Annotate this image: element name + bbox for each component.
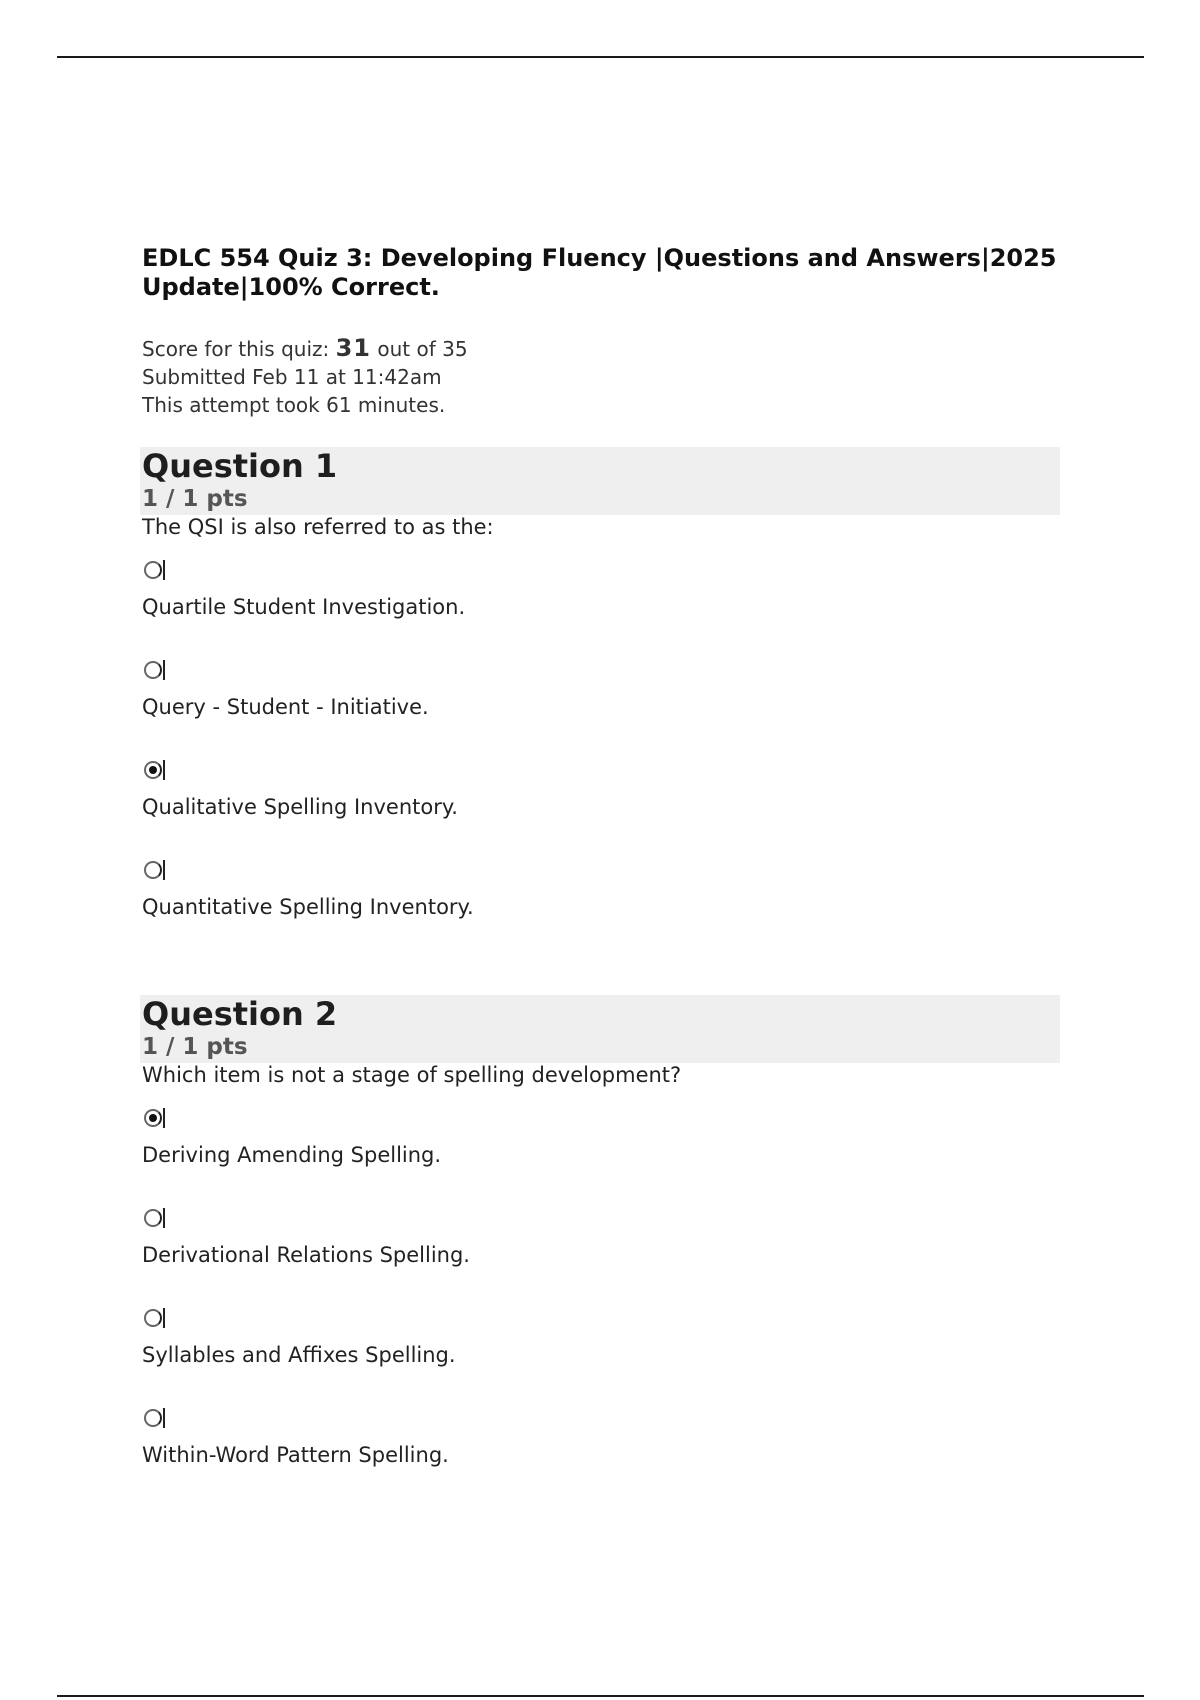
score-line <box>142 334 1062 363</box>
question-2 <box>142 995 1062 1489</box>
question-points: 1 / 1 pts <box>142 1034 248 1060</box>
quiz-meta <box>142 334 1062 419</box>
radio-icon[interactable] <box>144 861 162 879</box>
answer-label: Syllables and Affixes Spelling. <box>142 1343 456 1367</box>
question-1 <box>142 447 1062 941</box>
answer-label: Derivational Relations Spelling. <box>142 1243 470 1267</box>
radio-selected-icon[interactable] <box>144 761 162 779</box>
question-header <box>140 995 1060 1063</box>
answer-option[interactable] <box>142 557 1062 641</box>
answer-label: Deriving Amending Spelling. <box>142 1143 442 1167</box>
submitted-line: Submitted Feb 11 at 11:42am <box>142 365 442 389</box>
score-suffix: out of 35 <box>377 337 468 361</box>
answer-option[interactable] <box>142 857 1062 941</box>
radio-selected-icon[interactable] <box>144 1109 162 1127</box>
answer-label: Quantitative Spelling Inventory. <box>142 895 474 919</box>
answer-option[interactable] <box>142 657 1062 741</box>
duration-line: This attempt took 61 minutes. <box>142 393 446 417</box>
question-text: The QSI is also referred to as the: <box>142 515 494 539</box>
question-text: Which item is not a stage of spelling development? <box>142 1063 682 1087</box>
radio-icon[interactable] <box>144 1309 162 1327</box>
score-prefix: Score for this quiz: <box>142 337 330 361</box>
quiz-document <box>142 244 1062 1489</box>
top-rule <box>57 56 1144 58</box>
answer-label: Quartile Student Investigation. <box>142 595 466 619</box>
question-header <box>140 447 1060 515</box>
answer-option[interactable] <box>142 1105 1062 1189</box>
radio-icon[interactable] <box>144 1209 162 1227</box>
question-title: Question 1 <box>142 447 338 485</box>
answer-label: Within-Word Pattern Spelling. <box>142 1443 449 1467</box>
radio-icon[interactable] <box>144 661 162 679</box>
answer-option[interactable] <box>142 1405 1062 1489</box>
answer-label: Qualitative Spelling Inventory. <box>142 795 458 819</box>
radio-icon[interactable] <box>144 1409 162 1427</box>
score-value: 31 <box>335 334 372 362</box>
radio-icon[interactable] <box>144 561 162 579</box>
answer-option[interactable] <box>142 1205 1062 1289</box>
question-title: Question 2 <box>142 995 338 1033</box>
bottom-rule <box>57 1695 1144 1697</box>
document-title: EDLC 554 Quiz 3: Developing Fluency |Questions and Answers|2025 Update|100% Correct. <box>142 244 1057 301</box>
answer-option[interactable] <box>142 1305 1062 1389</box>
answer-label: Query - Student - Initiative. <box>142 695 429 719</box>
question-points: 1 / 1 pts <box>142 486 248 512</box>
answer-option[interactable] <box>142 757 1062 841</box>
